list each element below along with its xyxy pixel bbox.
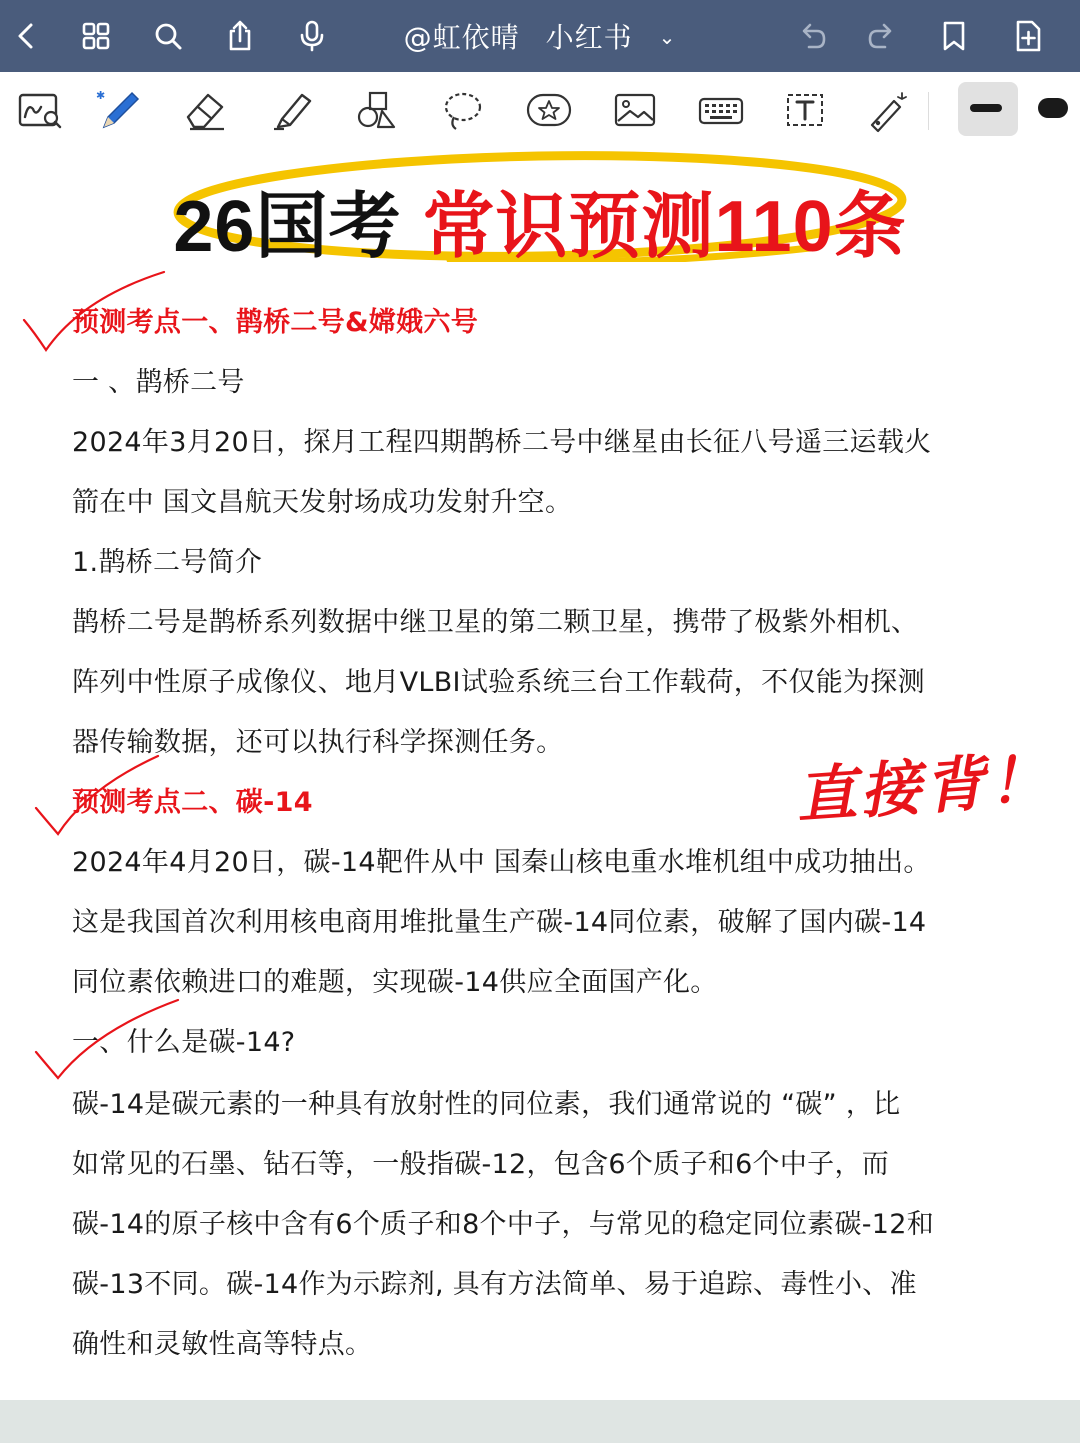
- top-app-bar: [0, 0, 1080, 72]
- stroke-thick-icon[interactable]: [1038, 98, 1068, 118]
- section-1-sub-2: 1.鹊桥二号简介: [72, 547, 263, 578]
- handwriting-recognition-icon[interactable]: [10, 84, 68, 136]
- drawing-toolbar: [0, 72, 1080, 149]
- redo-icon[interactable]: [860, 14, 904, 58]
- keyboard-icon[interactable]: [692, 84, 750, 136]
- paragraph-line: 如常见的石墨、钻石等，一般指碳-12，包含6个质子和6个中子，而: [72, 1149, 890, 1180]
- add-page-icon[interactable]: [1006, 14, 1050, 58]
- text-box-icon[interactable]: [776, 84, 834, 136]
- section-2-heading: 预测考点二、碳-14: [72, 787, 313, 818]
- check-mark-2: [32, 752, 162, 842]
- shapes-icon[interactable]: [348, 84, 406, 136]
- dropdown-icon[interactable]: ⌄: [658, 25, 677, 49]
- section-2-sub: 一、什么是碳-14?: [72, 1027, 296, 1058]
- eraser-icon[interactable]: [176, 84, 234, 136]
- paragraph-line: 箭在中 国文昌航天发射场成功发射升空。: [72, 487, 573, 518]
- sticker-icon[interactable]: [520, 84, 578, 136]
- document-title[interactable]: [0, 16, 1080, 56]
- paragraph-line: 阵列中性原子成像仪、地月VLBI试验系统三台工作载荷，不仅能为探测: [72, 667, 925, 698]
- bookmark-icon[interactable]: [932, 14, 976, 58]
- svg-text:✱: ✱: [96, 89, 106, 102]
- check-mark-3: [32, 996, 182, 1086]
- title-prefix: 26国考: [173, 187, 423, 267]
- highlighter-icon[interactable]: [262, 84, 320, 136]
- paragraph-line: 碳-13不同。碳-14作为示踪剂, 具有方法简单、易于追踪、毒性小、准: [72, 1269, 917, 1300]
- handwritten-stamp: 直接背！: [794, 744, 1055, 832]
- paragraph-line: 这是我国首次利用核电商用堆批量生产碳-14同位素，破解了国内碳-14: [72, 907, 927, 938]
- paragraph-line: 同位素依赖进口的难题，实现碳-14供应全面国产化。: [72, 967, 718, 998]
- paragraph-line: 碳-14是碳元素的一种具有放射性的同位素，我们通常说的 “碳” ，比: [72, 1089, 901, 1120]
- source-name: 小红书: [545, 21, 633, 54]
- paragraph-line: 2024年4月20日，碳-14靶件从中 国秦山核电重水堆机组中成功抽出。: [72, 847, 931, 878]
- title-main: 常识预测110条: [422, 187, 907, 267]
- paragraph-line: 确性和灵敏性高等特点。: [72, 1329, 373, 1360]
- image-icon[interactable]: [606, 84, 664, 136]
- section-1-heading: 预测考点一、鹊桥二号&嫦娥六号: [72, 307, 479, 338]
- paragraph-line: 碳-14的原子核中含有6个质子和8个中子，与常见的稳定同位素碳-12和: [72, 1209, 935, 1240]
- note-title: [170, 150, 910, 267]
- laser-pointer-icon[interactable]: [858, 84, 916, 136]
- toolbar-divider: [928, 92, 929, 130]
- stroke-thin-icon[interactable]: [970, 104, 1002, 112]
- paragraph-line: 器传输数据，还可以执行科学探测任务。: [72, 727, 564, 758]
- section-1-sub-1: 一 、鹊桥二号: [72, 367, 245, 398]
- pen-icon[interactable]: [90, 84, 148, 136]
- account-name: @虹依晴: [403, 21, 520, 54]
- paragraph-line: 2024年3月20日，探月工程四期鹊桥二号中继星由长征八号遥三运载火: [72, 427, 932, 458]
- lasso-icon[interactable]: [434, 84, 492, 136]
- page-bottom-edge: [0, 1400, 1080, 1443]
- check-mark-1: [20, 268, 170, 358]
- paragraph-line: 鹊桥二号是鹊桥系列数据中继卫星的第二颗卫星，携带了极紫外相机、: [72, 607, 919, 638]
- undo-icon[interactable]: [790, 14, 834, 58]
